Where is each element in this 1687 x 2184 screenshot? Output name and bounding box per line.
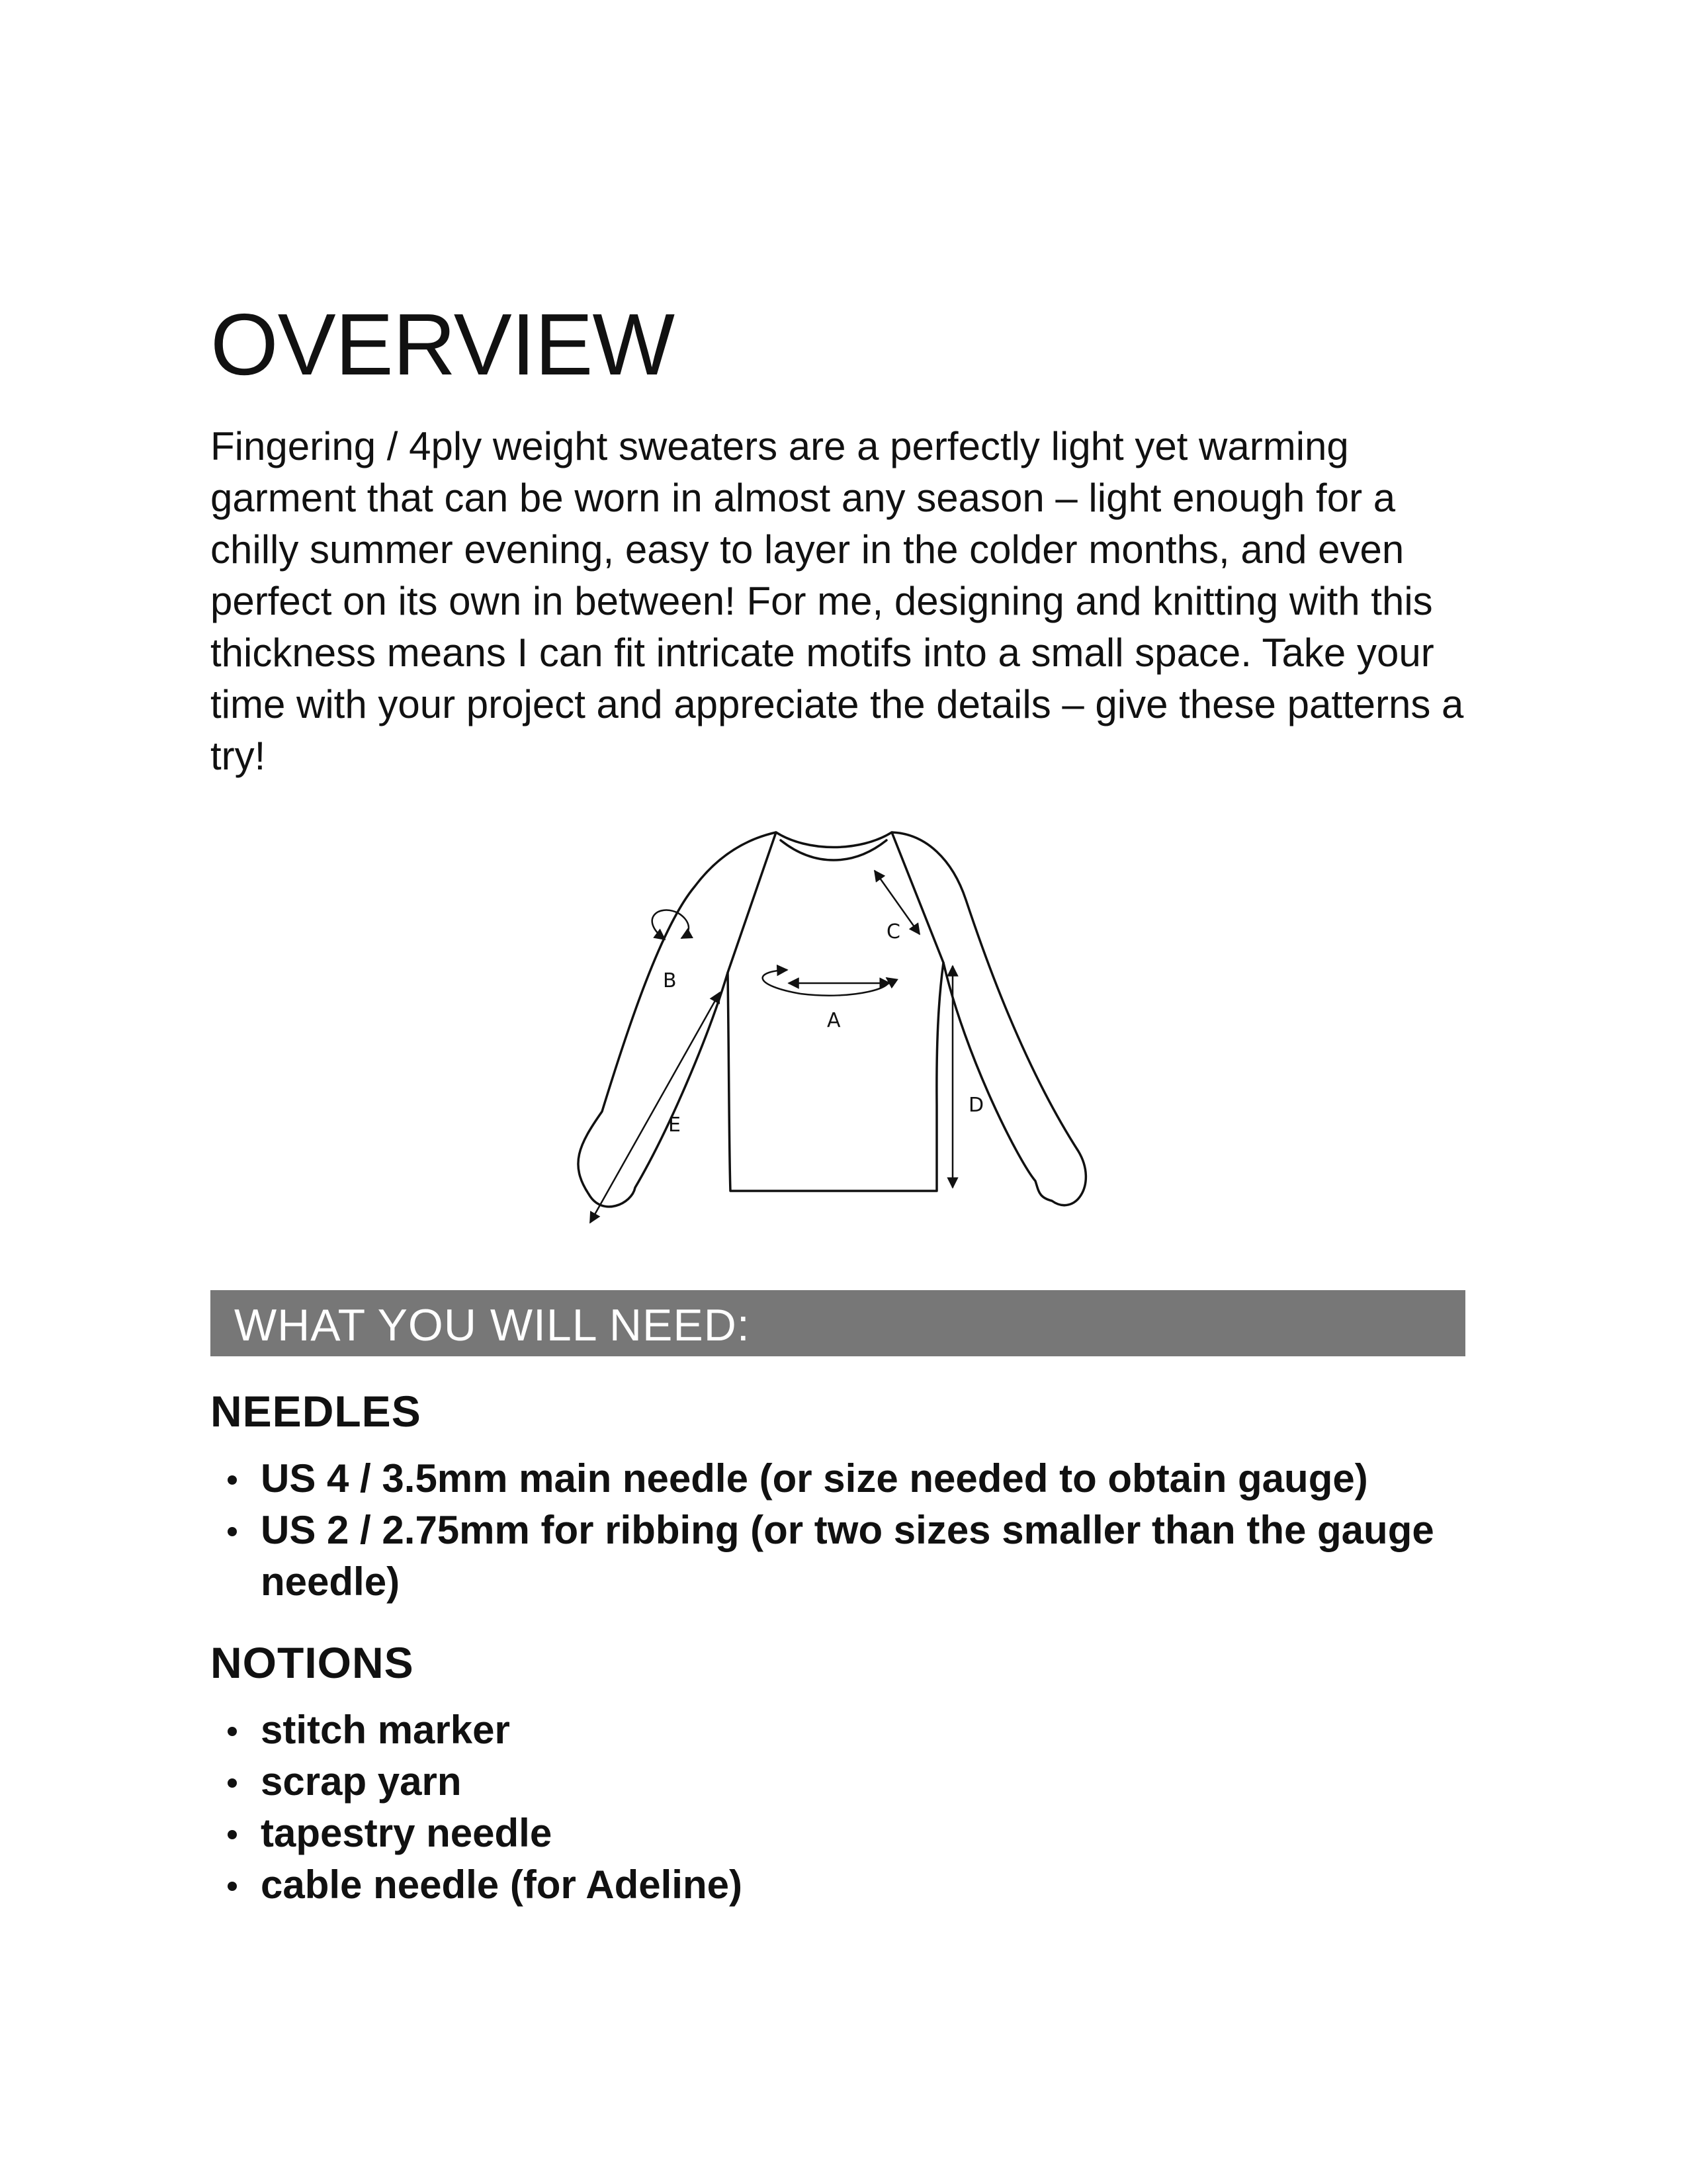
arrow-a-left: [763, 970, 800, 994]
neckline: [781, 840, 887, 860]
arrow-a-right: [800, 978, 888, 996]
notions-heading: NOTIONS: [210, 1638, 414, 1687]
raglan-line-left: [728, 832, 776, 973]
notions-list: [210, 1704, 1467, 1911]
overview-paragraph: Fingering / 4ply weight sweaters are a perfectly light yet warming garment that can be worn in almost any season – light enough for a chilly summer evening, easy to layer in the colder months, and even perfect on its own in between! For me, designing and knitting with this thickness means I can fit intricate motifs into a small space. Take your time with your project and appreciate the details – give these patterns a try!: [210, 424, 1464, 778]
list-item: scrap yarn: [210, 1756, 1467, 1808]
list-item: stitch marker: [210, 1704, 1467, 1756]
needles-heading: NEEDLES: [210, 1387, 421, 1436]
list-item: cable needle (for Adeline): [210, 1859, 1467, 1911]
label-e: E: [668, 1114, 681, 1137]
needles-list: [210, 1453, 1467, 1608]
list-item: US 4 / 3.5mm main needle (or size needed to obtain gauge): [210, 1453, 1467, 1505]
label-d: D: [969, 1094, 984, 1117]
page-title: OVERVIEW: [210, 296, 675, 393]
list-item: US 2 / 2.75mm for ribbing (or two sizes smaller than the gauge needle): [210, 1505, 1467, 1608]
section-title: WHAT YOU WILL NEED:: [234, 1300, 750, 1350]
arrow-e: [590, 992, 720, 1223]
sweater-measurement-diagram: [516, 820, 1178, 1237]
label-b: B: [663, 969, 677, 992]
label-c: C: [887, 920, 900, 943]
section-header-bar: [210, 1290, 1465, 1356]
label-a: A: [827, 1009, 841, 1032]
list-item: tapestry needle: [210, 1808, 1467, 1859]
